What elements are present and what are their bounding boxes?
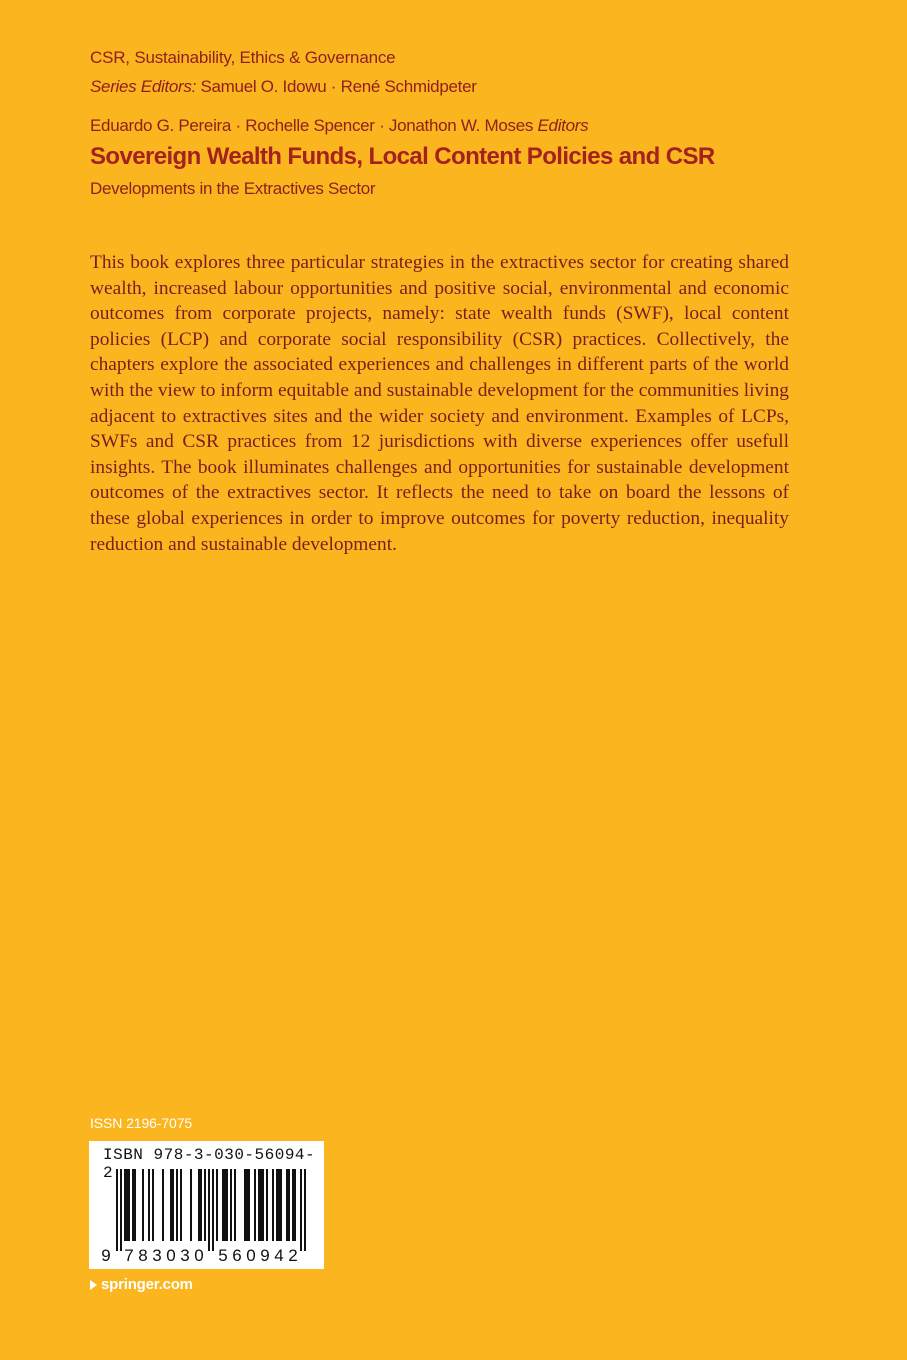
book-editors-names: Eduardo G. Pereira · Rochelle Spencer · Jonathon W. Moses bbox=[90, 116, 534, 135]
barcode-graphic bbox=[89, 1141, 324, 1269]
barcode-digit: 7 bbox=[124, 1246, 134, 1265]
isbn-barcode bbox=[89, 1141, 324, 1269]
book-editors bbox=[90, 116, 588, 136]
barcode-bar bbox=[204, 1169, 206, 1241]
book-title: Sovereign Wealth Funds, Local Content Policies and CSR bbox=[90, 143, 715, 170]
barcode-bar bbox=[142, 1169, 144, 1241]
barcode-bar bbox=[262, 1169, 264, 1241]
series-editors-label: Series Editors: bbox=[90, 77, 197, 96]
barcode-digit: 0 bbox=[246, 1246, 256, 1265]
barcode-bar bbox=[226, 1169, 228, 1241]
barcode-bar bbox=[162, 1169, 164, 1241]
barcode-bar bbox=[254, 1169, 256, 1241]
barcode-digit: 5 bbox=[218, 1246, 228, 1265]
barcode-digit: 6 bbox=[232, 1246, 242, 1265]
arrow-right-icon bbox=[90, 1280, 97, 1290]
barcode-bar bbox=[116, 1169, 118, 1251]
barcode-bar bbox=[280, 1169, 282, 1241]
series-editors-names: Samuel O. Idowu · René Schmidpeter bbox=[200, 77, 477, 96]
barcode-bar bbox=[266, 1169, 268, 1241]
barcode-bar bbox=[124, 1169, 126, 1241]
barcode-bar bbox=[212, 1169, 214, 1251]
barcode-bar bbox=[148, 1169, 150, 1241]
barcode-bar bbox=[198, 1169, 200, 1241]
barcode-bar bbox=[230, 1169, 232, 1241]
barcode-bar bbox=[128, 1169, 130, 1241]
barcode-bar bbox=[224, 1169, 226, 1241]
barcode-bar bbox=[172, 1169, 174, 1241]
barcode-bar bbox=[190, 1169, 192, 1241]
springer-link-text: springer.com bbox=[101, 1276, 193, 1293]
book-subtitle: Developments in the Extractives Sector bbox=[90, 179, 376, 198]
barcode-bar bbox=[200, 1169, 202, 1241]
barcode-bar bbox=[292, 1169, 294, 1241]
barcode-bar bbox=[132, 1169, 134, 1241]
series-editors bbox=[90, 77, 477, 97]
barcode-bar bbox=[208, 1169, 210, 1251]
barcode-bar bbox=[304, 1169, 306, 1251]
barcode-bar bbox=[126, 1169, 128, 1241]
barcode-bar bbox=[294, 1169, 296, 1241]
barcode-bar bbox=[258, 1169, 260, 1241]
barcode-bar bbox=[120, 1169, 122, 1251]
barcode-digit: 3 bbox=[152, 1246, 162, 1265]
barcode-digit: 9 bbox=[101, 1246, 111, 1265]
barcode-bar bbox=[300, 1169, 302, 1251]
barcode-bar bbox=[134, 1169, 136, 1241]
barcode-bar bbox=[246, 1169, 248, 1241]
barcode-bar bbox=[286, 1169, 288, 1241]
barcode-bar bbox=[276, 1169, 278, 1241]
barcode-bar bbox=[234, 1169, 236, 1241]
barcode-bar bbox=[176, 1169, 178, 1241]
barcode-bar bbox=[170, 1169, 172, 1241]
barcode-digit: 8 bbox=[138, 1246, 148, 1265]
barcode-bar bbox=[244, 1169, 246, 1241]
barcode-digit: 2 bbox=[288, 1246, 298, 1265]
barcode-bar bbox=[278, 1169, 280, 1241]
barcode-digit: 9 bbox=[260, 1246, 270, 1265]
barcode-bar bbox=[216, 1169, 218, 1241]
barcode-bar bbox=[222, 1169, 224, 1241]
barcode-digit: 0 bbox=[166, 1246, 176, 1265]
book-description: This book explores three particular strategies in the extractives sector for creating shared wealth, increased labour opportunities and positive social, environmental and economic outcomes from corporate projects, namely: state wealth funds (SWF), local content policies (LCP) and corporate social responsibility (CSR) practices. Collectively, the chapters explore the associated experiences and challenges in different parts of the world with the view to inform equitable and sustainable development for the communities living adjacent to extractives sites and the wider society and environment. Examples of LCPs, SWFs and CSR practices from 12 jurisdictions with diverse experiences offer usefull insights. The book illuminates challenges and opportunities for sustainable development outcomes of the extractives sector. It reflects the need to take on board the lessons of these global experiences in order to improve outcomes for poverty reduction, inequality reduction and sustainable development. bbox=[90, 252, 789, 555]
barcode-bar bbox=[288, 1169, 290, 1241]
barcode-digit: 4 bbox=[274, 1246, 284, 1265]
springer-link[interactable] bbox=[90, 1276, 193, 1293]
barcode-bar bbox=[272, 1169, 274, 1241]
barcode-bar bbox=[180, 1169, 182, 1241]
barcode-bar bbox=[260, 1169, 262, 1241]
book-editors-label: Editors bbox=[537, 116, 589, 135]
series-title: CSR, Sustainability, Ethics & Governance bbox=[90, 48, 396, 67]
issn-label: ISSN 2196-7075 bbox=[90, 1115, 193, 1131]
barcode-digit: 3 bbox=[180, 1246, 190, 1265]
barcode-digit: 0 bbox=[194, 1246, 204, 1265]
isbn-text: ISBN 978-3-030-56094-2 bbox=[103, 1146, 316, 1182]
barcode-bar bbox=[248, 1169, 250, 1241]
barcode-bar bbox=[152, 1169, 154, 1241]
